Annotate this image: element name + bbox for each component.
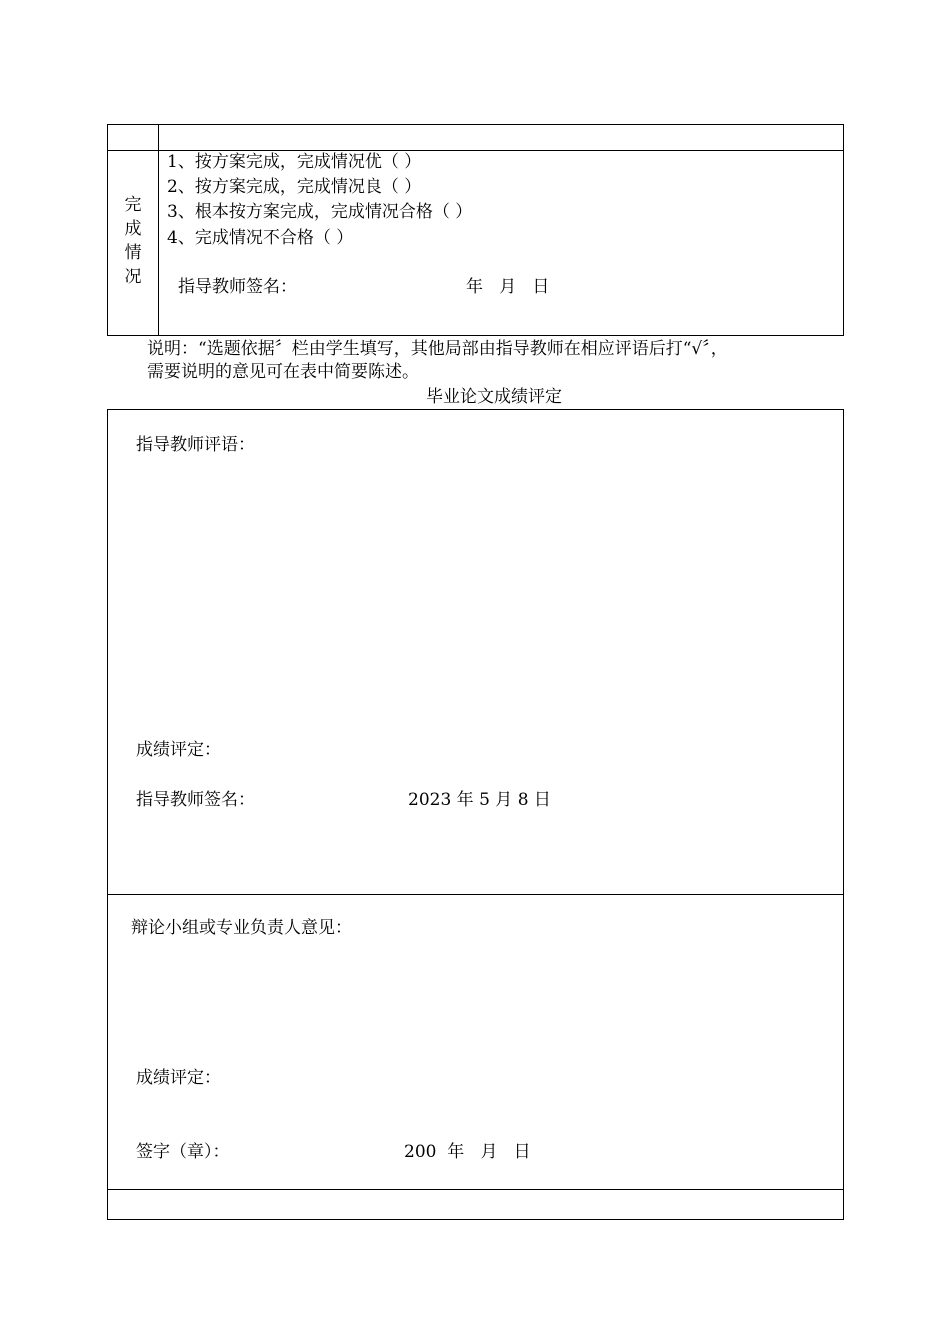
grade-table: [107, 409, 844, 1220]
advisor-grade-label: 成绩评定：: [136, 740, 221, 760]
advisor-comment-label: 指导教师评语：: [136, 435, 255, 455]
committee-opinion-label: 辩论小组或专业负责人意见：: [131, 918, 352, 938]
row-label-char: 完: [124, 195, 142, 215]
completion-option-4: 4、完成情况不合格（ ）: [167, 228, 354, 248]
grade-table-divider-1: [107, 894, 844, 895]
grade-table-title: 毕业论文成绩评定: [426, 387, 562, 407]
row-label-char: 成: [124, 219, 142, 239]
completion-signature-label: 指导教师签名：: [178, 277, 297, 297]
completion-option-1: 1、按方案完成，完成情况优（ ）: [167, 152, 422, 172]
row-label-char: 况: [124, 267, 142, 287]
completion-table-column-divider: [158, 124, 159, 336]
row-label-char: 情: [124, 243, 142, 263]
committee-signature-label: 签字（章）：: [136, 1142, 230, 1162]
advisor-signature-label: 指导教师签名：: [136, 790, 255, 810]
note-line-2: 需要说明的意见可在表中简要陈述。: [147, 362, 419, 382]
committee-date: 200 年 月 日: [404, 1142, 531, 1162]
completion-option-3: 3、根本按方案完成，完成情况合格（ ）: [167, 202, 473, 222]
committee-grade-label: 成绩评定：: [136, 1068, 221, 1088]
advisor-date: 2023 年 5 月 8 日: [408, 790, 551, 810]
grade-table-divider-2: [107, 1189, 844, 1190]
completion-option-2: 2、按方案完成，完成情况良（ ）: [167, 177, 422, 197]
completion-table-header-divider: [107, 150, 844, 151]
completion-date: 年 月 日: [466, 277, 550, 297]
note-line-1: 说明：“选题依据〞栏由学生填写，其他局部由指导教师在相应评语后打“√〞，: [147, 339, 728, 359]
